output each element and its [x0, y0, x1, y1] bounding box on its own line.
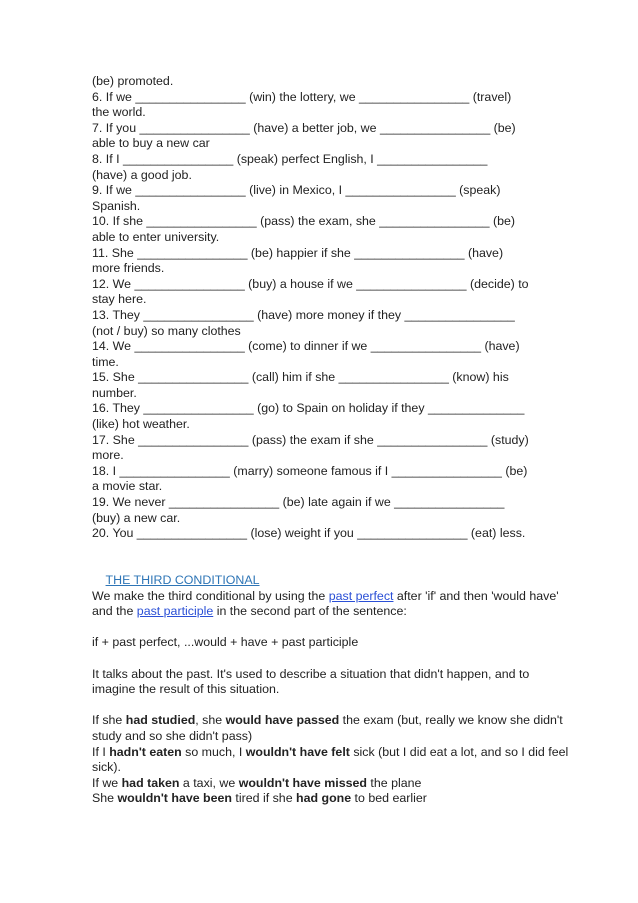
document-page: [92, 74, 602, 807]
intro-line-2: [92, 604, 602, 620]
exercise-line: 8. If I ________________ (speak) perfect English, I ________________: [92, 151, 488, 166]
example-bold: had studied: [125, 713, 196, 728]
example-text: sick (but I did eat a lot, and so I did feel: [349, 744, 569, 759]
exercise-line: 9. If we ________________ (live) in Mexico, I ________________ (speak): [92, 183, 501, 198]
description-line: It talks about the past. It's used to describe a situation that didn't happen, and to: [92, 666, 530, 681]
exercise-line: 16. They ________________ (go) to Spain on holiday if they ______________: [92, 401, 525, 416]
intro-paragraph: [92, 589, 602, 620]
description-line: imagine the result of this situation.: [92, 682, 280, 697]
example-text: so much, I: [181, 744, 246, 759]
exercise-line: 13. They ________________ (have) more money if they ________________: [92, 307, 515, 322]
exercise-line: time.: [92, 354, 119, 369]
example-line: sick).: [92, 760, 121, 775]
exercise-line: 10. If she ________________ (pass) the exam, she ________________ (be): [92, 214, 515, 229]
example-text: to bed earlier: [351, 791, 427, 806]
exercise-line: more.: [92, 448, 124, 463]
exercise-line: 20. You ________________ (lose) weight if you ________________ (eat) less.: [92, 526, 526, 541]
section-heading[interactable]: [92, 557, 602, 587]
exercise-list: [92, 74, 602, 542]
exercise-line: 18. I ________________ (marry) someone famous if I ________________ (be): [92, 463, 528, 478]
example-line: [92, 713, 602, 729]
spacer: [92, 651, 602, 667]
example-bold: hadn't eaten: [109, 744, 182, 759]
spacer: [92, 542, 602, 558]
exercise-line: (not / buy) so many clothes: [92, 323, 241, 338]
example-bold: wouldn't have felt: [245, 744, 350, 759]
exercise-line: 7. If you ________________ (have) a better job, we ________________ (be): [92, 120, 516, 135]
exercise-line: able to buy a new car: [92, 136, 210, 151]
exercise-line: (buy) a new car.: [92, 510, 181, 525]
example-text: , she: [195, 713, 226, 728]
exercise-line: stay here.: [92, 292, 147, 307]
exercise-line: more friends.: [92, 261, 165, 276]
example-text: If she: [92, 713, 126, 728]
exercise-line: (be) promoted.: [92, 74, 174, 88]
example-text: the plane: [366, 775, 422, 790]
exercise-line: 19. We never ________________ (be) late again if we ________________: [92, 495, 505, 510]
spacer: [92, 698, 602, 714]
intro-line-1: [92, 589, 602, 605]
example-text: a taxi, we: [179, 775, 239, 790]
example-bold: had taken: [121, 775, 180, 790]
formula-line: if + past perfect, ...would + have + past participle: [92, 635, 359, 650]
intro-text: We make the third conditional by using the: [92, 588, 329, 603]
example-bold: wouldn't have missed: [238, 775, 367, 790]
section-heading-link[interactable]: THE THIRD CONDITIONAL: [105, 573, 260, 587]
example-text: the exam (but, really we know she didn't: [339, 713, 563, 728]
description-paragraph: [92, 667, 602, 698]
exercise-line: number.: [92, 385, 137, 400]
past-perfect-link[interactable]: past perfect: [328, 588, 394, 603]
example-line: [92, 791, 602, 807]
example-bold: would have passed: [225, 713, 340, 728]
example-bold: wouldn't have been: [117, 791, 232, 806]
exercise-line: 15. She ________________ (call) him if she ________________ (know) his: [92, 370, 509, 385]
exercise-line: the world.: [92, 105, 146, 120]
exercise-line: (like) hot weather.: [92, 417, 190, 432]
exercise-line: able to enter university.: [92, 229, 220, 244]
exercise-line: 11. She ________________ (be) happier if she ________________ (have): [92, 245, 504, 260]
exercise-line: 12. We ________________ (buy) a house if we ________________ (decide) to: [92, 276, 529, 291]
examples-paragraph: [92, 713, 602, 807]
intro-text: after 'if' and then 'would have': [393, 588, 559, 603]
spacer: [92, 620, 602, 636]
exercise-line: 6. If we ________________ (win) the lottery, we ________________ (travel): [92, 89, 512, 104]
example-line: study and so she didn't pass): [92, 728, 253, 743]
example-text: She: [92, 791, 118, 806]
exercise-line: 17. She ________________ (pass) the exam if she ________________ (study): [92, 432, 529, 447]
example-text: If I: [92, 744, 110, 759]
intro-text: and the: [92, 604, 137, 619]
example-text: tired if she: [231, 791, 297, 806]
exercise-line: Spanish.: [92, 198, 141, 213]
example-line: [92, 745, 602, 761]
exercise-line: a movie star.: [92, 479, 163, 494]
past-participle-link[interactable]: past participle: [136, 604, 214, 619]
exercise-line: (have) a good job.: [92, 167, 192, 182]
example-line: [92, 776, 602, 792]
example-bold: had gone: [296, 791, 352, 806]
example-text: If we: [92, 775, 122, 790]
exercise-line: 14. We ________________ (come) to dinner if we ________________ (have): [92, 339, 520, 354]
intro-text: in the second part of the sentence:: [213, 604, 407, 619]
